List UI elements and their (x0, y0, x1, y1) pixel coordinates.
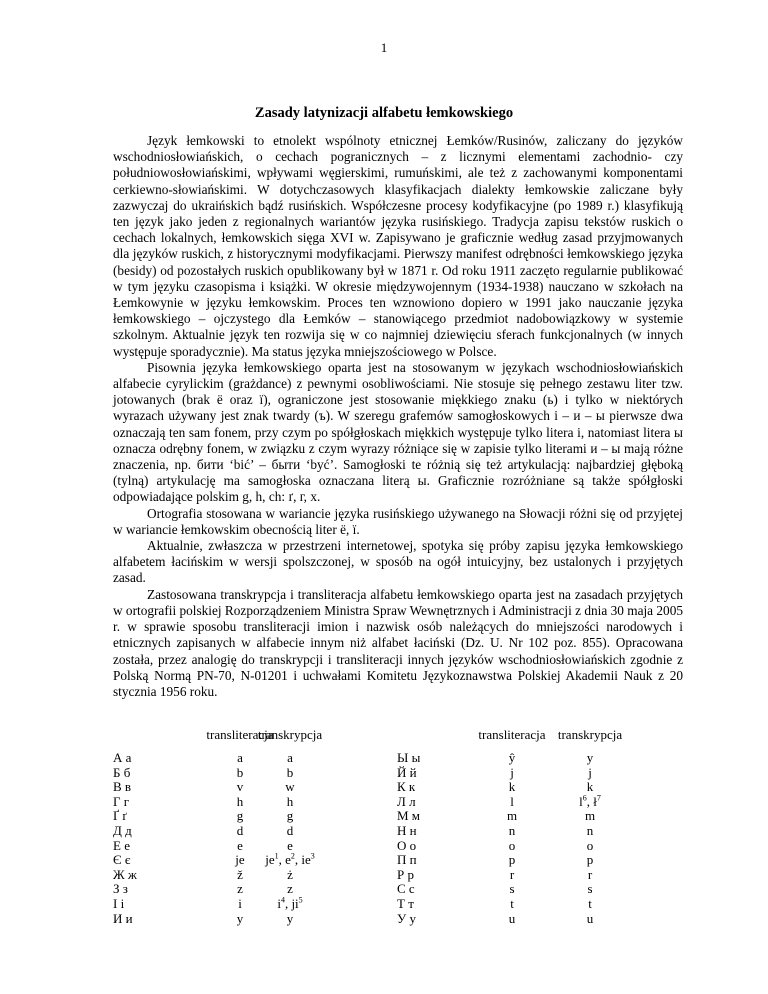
letter-cell: Г г (113, 793, 130, 809)
paragraph-5: Zastosowana transkrypcja i transliteracja alfabetu łemkowskiego oparta jest na zasadach przyjętych w ortografii polskiej Rozporządzeniem Ministra Spraw Wewnętrznych i Administracji z dnia 30 maja 2005 r. w sprawie sposobu transliteracji imion i nazwisk osób należących do mniejszości narodowych i etnicznych zapisanych w alfabecie innym niż alfabet łaciński (Dz. U. Nr 102 poz. 855). Opracowana została, przez analogię do transkrypcji i transliteracji innych języków wschodniosłowiańskich zgodnie z Polską Normą PN-70, N-01201 i uchwałami Komitetu Językoznawstwa Polskiej Akademii Nauk z 20 stycznia 1956 roku. (113, 586, 683, 699)
transcr-cell: s (587, 881, 593, 897)
translit-cell: a (237, 750, 243, 765)
transcr-cell: m (584, 808, 596, 824)
transcr-cell: g (286, 808, 294, 824)
letter-cell: У у (397, 910, 416, 926)
translit-cell: r (509, 866, 515, 882)
letter-cell: Й й (397, 764, 417, 780)
letter-cell: М м (397, 808, 421, 824)
separator: , (284, 895, 292, 911)
translit-cell: y (236, 910, 244, 926)
footnote-mark: 6 (582, 793, 587, 803)
paragraph-4: Aktualnie, zwłaszcza w przestrzeni internetowej, spotyka się próby zapisu języka łemkowskiego alfabetem łacińskim w wersji spolszczonej, w sposób na ogół intuicyjny, bez ustalonych i przyjętych zasad. (113, 538, 683, 586)
right-transcription-column (545, 751, 635, 926)
translit-cell: m (506, 808, 518, 824)
letter-cell: Н н (397, 822, 417, 838)
header-transkrypcja-right: transkrypcja (557, 727, 623, 742)
letter-cell: Д д (113, 822, 132, 838)
transcr-cell: ż (287, 866, 293, 882)
transcr-cell: y (286, 910, 294, 926)
translit-cell: e (237, 837, 243, 853)
footnote-mark: 7 (596, 793, 601, 803)
letter-cell: О о (397, 837, 417, 853)
separator: , (586, 793, 594, 809)
footnote-text: l (579, 793, 583, 809)
translit-cell: n (508, 822, 516, 838)
transcr-cell: z (287, 881, 293, 897)
separator: , (294, 852, 302, 868)
letter-cell: К к (397, 779, 416, 795)
transcr-cell: r (587, 866, 593, 882)
right-letters-column (397, 751, 447, 926)
body-text (113, 133, 683, 700)
footnote-mark: 3 (310, 851, 315, 861)
translit-cell: ŷ (508, 750, 516, 765)
header-transliteracja-left: transliteracja (206, 727, 274, 742)
translit-cell: je (235, 852, 245, 868)
transcr-cell-footnoted (245, 853, 335, 868)
header-transkrypcja-left: transkrypcja (257, 727, 323, 742)
transcr-cell: t (588, 895, 592, 911)
transcr-cell: k (586, 779, 594, 795)
footnote-text: je (265, 852, 275, 868)
translit-cell: k (508, 779, 516, 795)
translit-cell: g (236, 808, 244, 824)
translit-cell: d (236, 822, 244, 838)
letter-cell: Є є (113, 852, 131, 868)
document-title: Zasady latynizacji alfabetu łemkowskiego (254, 105, 514, 121)
left-transcription-column (245, 751, 335, 926)
transcr-cell: d (286, 822, 294, 838)
letter-cell: І і (113, 895, 125, 911)
footnote-text: ł (593, 793, 597, 809)
transcr-cell: a (287, 750, 293, 765)
letter-cell: В в (113, 779, 132, 795)
transcr-cell: p (586, 852, 594, 868)
translit-cell: j (510, 764, 514, 780)
translit-cell: h (236, 793, 244, 809)
paragraph-1: Język łemkowski to etnolekt wspólnoty etnicznej Łemków/Rusinów, zaliczany do języków wschodniosłowiańskich, o cechach pogranicznych – z licznymi elementami zachodnio- czy południowosłowiańskimi, wpływami węgierskimi, rumuńskimi, ale też z zachowanymi komponentami cerkiewno-słowiańskimi. W dotychczasowych klasyfikacjach dialekty łemkowskie zaliczane były zazwyczaj do ukraińskich bądź rusińskich. Współczesne procesy kodyfikacyjne (po 1989 r.) klasyfikują ten język jako jeden z regionalnych wariantów języka rusińskiego. Tradycja zapisu tekstów ruskich o cechach lokalnych, łemkowskich sięga XVI w. Zapisywano je graficznie według zasad przyjmowanych dla języków ruskich, z historycznymi modyfikacjami. Pierwszy manifest odrębności łemkowskiego języka (besidy) od pozostałych ruskich opublikowany był w 1871 r. Od roku 1911 zaczęto regularnie publikować w tym języku czasopisma i książki. W okresie międzywojennym (1934-1938) nauczano w szkołach na Łemkowynie w języku łemkowskim. Proces ten wznowiono dopiero w 1991 jako nauczanie języka łemkowskiego – ojczystego dla Łemków – stanowiącego przedmiot nadobowiązkowy w systemie szkolnym. Aktualnie język ten rozwija się w co najmniej dziewięciu sferach funkcjonalnych (w innych występuje sporadycznie). Ma status języka mniejszościowego w Polsce. (113, 133, 683, 359)
letter-cell: Т т (397, 895, 414, 911)
transcr-cell-footnoted (245, 897, 335, 912)
separator: , (278, 852, 286, 868)
letter-cell: Ы ы (397, 750, 421, 765)
translit-cell: s (509, 881, 515, 897)
letter-cell: З з (113, 881, 128, 897)
letter-cell: А а (113, 750, 132, 765)
footnote-mark: 5 (298, 895, 303, 905)
translit-cell: l (510, 793, 514, 809)
translit-cell: z (237, 881, 243, 897)
letter-cell: И и (113, 910, 133, 926)
transcr-cell: y (586, 750, 594, 765)
transcr-cell: u (586, 910, 594, 926)
transcr-cell: b (286, 764, 294, 780)
footnote-mark: 2 (290, 851, 295, 861)
letter-cell: П п (397, 852, 417, 868)
transcr-cell: n (586, 822, 594, 838)
letter-cell: Е е (113, 837, 130, 853)
translit-cell: u (508, 910, 516, 926)
transcr-cell: o (586, 837, 594, 853)
left-letters-column (113, 751, 163, 926)
footnote-mark: 1 (274, 851, 279, 861)
footnote-text: ie (301, 852, 311, 868)
transcr-cell: e (287, 837, 293, 853)
translit-cell: i (238, 895, 242, 911)
translit-cell: b (236, 764, 244, 780)
transcr-cell: w (285, 779, 295, 795)
letter-cell: Ж ж (113, 866, 137, 882)
transcr-cell-footnoted (545, 795, 635, 810)
right-transliteration-column (467, 751, 557, 926)
letter-cell: С с (397, 881, 415, 897)
letter-cell: Б б (113, 764, 131, 780)
translit-cell: t (510, 895, 514, 911)
transcr-cell: j (588, 764, 592, 780)
letter-cell: Л л (397, 793, 416, 809)
letter-cell: Ґ ґ (113, 808, 127, 824)
footnote-mark: 4 (280, 895, 285, 905)
footnote-text: ji (291, 895, 299, 911)
transcr-cell: h (286, 793, 294, 809)
letter-cell: Р р (397, 866, 414, 882)
paragraph-3: Ortografia stosowana w wariancie języka rusińskiego używanego na Słowacji różni się od przyjętej w wariancie łemkowskim obecnością liter ё, ї. (113, 505, 683, 537)
translit-cell: v (236, 779, 244, 795)
footnote-text: i (277, 895, 281, 911)
header-transliteracja-right: transliteracja (478, 727, 546, 742)
translit-cell: o (508, 837, 516, 853)
translit-cell: ž (237, 866, 243, 882)
paragraph-2: Pisownia języka łemkowskiego oparta jest na stosowanym w językach wschodniosłowiańskich alfabecie cyrylickim (grażdance) z pewnymi osobliwościami. Nie stosuje się pełnego zestawu liter tzw. jotowanych (brak ё oraz ї), ograniczone jest stosowanie miękkiego znaku (ь) i tylko w niektórych wyrazach używany jest znak twardy (ъ). W szeregu grafemów samogłoskowych і – и – ы pierwsze dwa oznaczają ten sam fonem, przy czym po spółgłoskach miękkich występuje tylko litera і, natomiast litera ы oznacza odrębny fonem, w związku z czym wyrazy różniące się w zapisie tylko literami и – ы mają różne znaczenia, np. бити ‘bić’ – быти ‘być’. Samogłoski te różnią się też artykulacją: najbardziej głęboką (tylną) artykulację ma samogłoska oznaczana literą ы. Graficznie rozróżniane są także spółgłoski odpowiadające polskim g, h, ch: ґ, г, х. (113, 359, 683, 505)
translit-cell: p (508, 852, 516, 868)
footnote-text: e (285, 852, 291, 868)
page-number: 1 (380, 40, 388, 55)
